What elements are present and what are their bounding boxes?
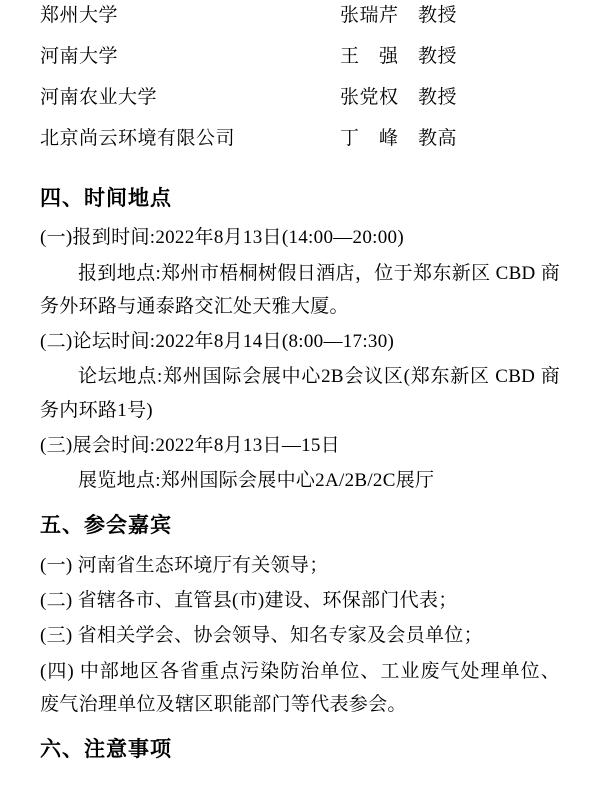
roster-person: 王 强 教授 <box>340 46 458 67</box>
roster-person: 丁 峰 教高 <box>340 128 458 149</box>
paragraph: 展览地点:郑州国际会展中心2A/2B/2C展厅 <box>78 470 435 492</box>
table-row <box>40 0 560 41</box>
table-row <box>40 82 560 123</box>
section-heading-notes: 六、注意事项 <box>40 737 172 762</box>
paragraph: 报到地点:郑州市梧桐树假日酒店，位于郑东新区 CBD 商务外环路与通泰路交汇处天雅大厦。 <box>40 262 560 317</box>
paragraph: (三)展会时间:2022年8月13日—15日 <box>40 434 341 456</box>
paragraph: (二) 省辖各市、直管县(市)建设、环保部门代表； <box>40 590 458 612</box>
section-heading-guests: 五、参会嘉宾 <box>40 513 172 538</box>
spacer <box>40 164 560 170</box>
paragraph: (一) 河南省生态环境厅有关领导； <box>40 554 329 576</box>
roster-person: 张党权 教授 <box>340 87 458 108</box>
table-row <box>40 41 560 82</box>
roster-organization: 河南大学 <box>40 46 119 67</box>
table-row <box>40 123 560 164</box>
roster-organization: 河南农业大学 <box>40 87 158 108</box>
paragraph: 论坛地点:郑州国际会展中心2B会议区(郑东新区 CBD 商务内环路1号) <box>40 366 560 421</box>
paragraph: (四) 中部地区各省重点污染防治单位、工业废气处理单位、废气治理单位及辖区职能部门等代表参会。 <box>40 660 560 715</box>
paragraph: (三) 省相关学会、协会领导、知名专家及会员单位； <box>40 625 483 647</box>
participant-roster <box>40 0 560 164</box>
paragraph: (一)报到时间:2022年8月13日(14:00—20:00) <box>40 227 404 249</box>
roster-organization: 郑州大学 <box>40 5 119 26</box>
paragraph: (二)论坛时间:2022年8月14日(8:00—17:30) <box>40 331 395 353</box>
roster-person: 张瑞芹 教授 <box>340 5 458 26</box>
section-heading-time-place: 四、时间地点 <box>40 186 172 210</box>
roster-organization: 北京尚云环境有限公司 <box>40 128 236 149</box>
